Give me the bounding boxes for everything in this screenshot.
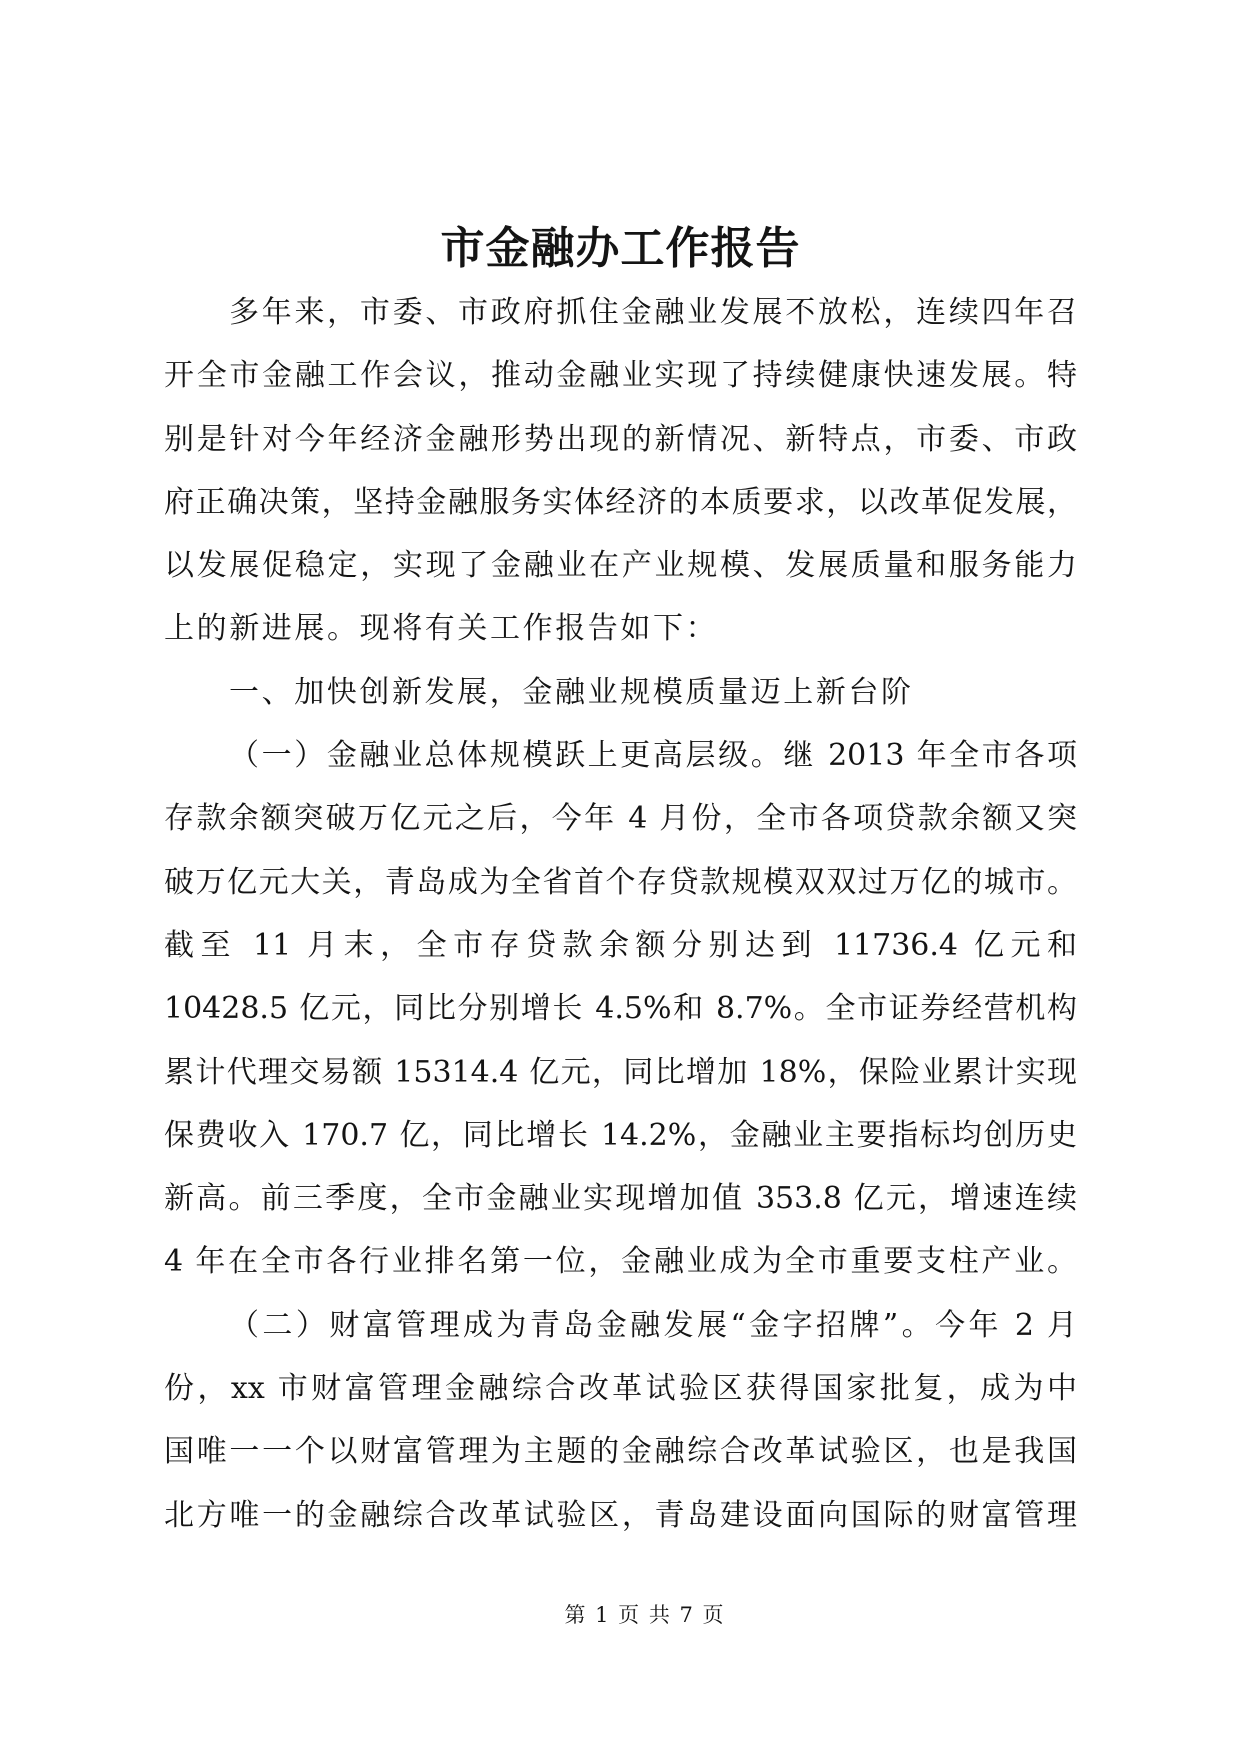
paragraph-subsection-1	[164, 724, 1077, 1294]
text-line: 累计代理交易额 15314.4 亿元，同比增加 18%，保险业累计实现	[164, 1054, 1077, 1090]
text-line: 截至 11 月末，全市存贷款余额分别达到 11736.4 亿元和	[164, 927, 1077, 963]
section-heading	[164, 661, 1077, 724]
text-line: 别是针对今年经济金融形势出现的新情况、新特点，市委、市政	[164, 421, 1077, 457]
text-line: 4 年在全市各行业排名第一位，金融业成为全市重要支柱产业。	[164, 1244, 1077, 1280]
document-title: 市金融办工作报告	[440, 223, 801, 274]
text-line: 破万亿元大关，青岛成为全省首个存贷款规模双双过万亿的城市。	[164, 864, 1077, 900]
section-heading-text: 一、加快创新发展，金融业规模质量迈上新台阶	[229, 674, 914, 710]
text-line: （一）金融业总体规模跃上更高层级。继 2013 年全市各项	[229, 738, 1077, 774]
text-line: 国唯一一个以财富管理为主题的金融综合改革试验区，也是我国	[164, 1434, 1077, 1470]
paragraph-subsection-2	[164, 1294, 1077, 1547]
text-line: 开全市金融工作会议，推动金融业实现了持续健康快速发展。特	[164, 358, 1077, 394]
paragraph-intro	[164, 281, 1077, 661]
text-line: 份，xx 市财富管理金融综合改革试验区获得国家批复，成为中	[164, 1371, 1077, 1407]
text-line: 10428.5 亿元，同比分别增长 4.5%和 8.7%。全市证券经营机构	[164, 991, 1077, 1027]
text-line: 以发展促稳定，实现了金融业在产业规模、发展质量和服务能力	[164, 548, 1077, 584]
text-line: 存款余额突破万亿元之后，今年 4 月份，全市各项贷款余额又突	[164, 801, 1077, 837]
text-line: 北方唯一的金融综合改革试验区，青岛建设面向国际的财富管理	[164, 1497, 1077, 1533]
document-body	[164, 281, 1077, 1547]
text-line: 保费收入 170.7 亿，同比增长 14.2%，金融业主要指标均创历史	[164, 1117, 1077, 1153]
page-footer: 第 1 页 共 7 页	[564, 1603, 724, 1627]
text-line: 新高。前三季度，全市金融业实现增加值 353.8 亿元，增速连续	[164, 1181, 1077, 1217]
text-line: 府正确决策，坚持金融服务实体经济的本质要求，以改革促发展，	[164, 484, 1077, 520]
text-line: 多年来，市委、市政府抓住金融业发展不放松，连续四年召	[229, 295, 1077, 330]
text-line: （二）财富管理成为青岛金融发展“金字招牌”。今年 2 月	[229, 1307, 1077, 1343]
text-line: 上的新进展。现将有关工作报告如下：	[164, 611, 719, 647]
